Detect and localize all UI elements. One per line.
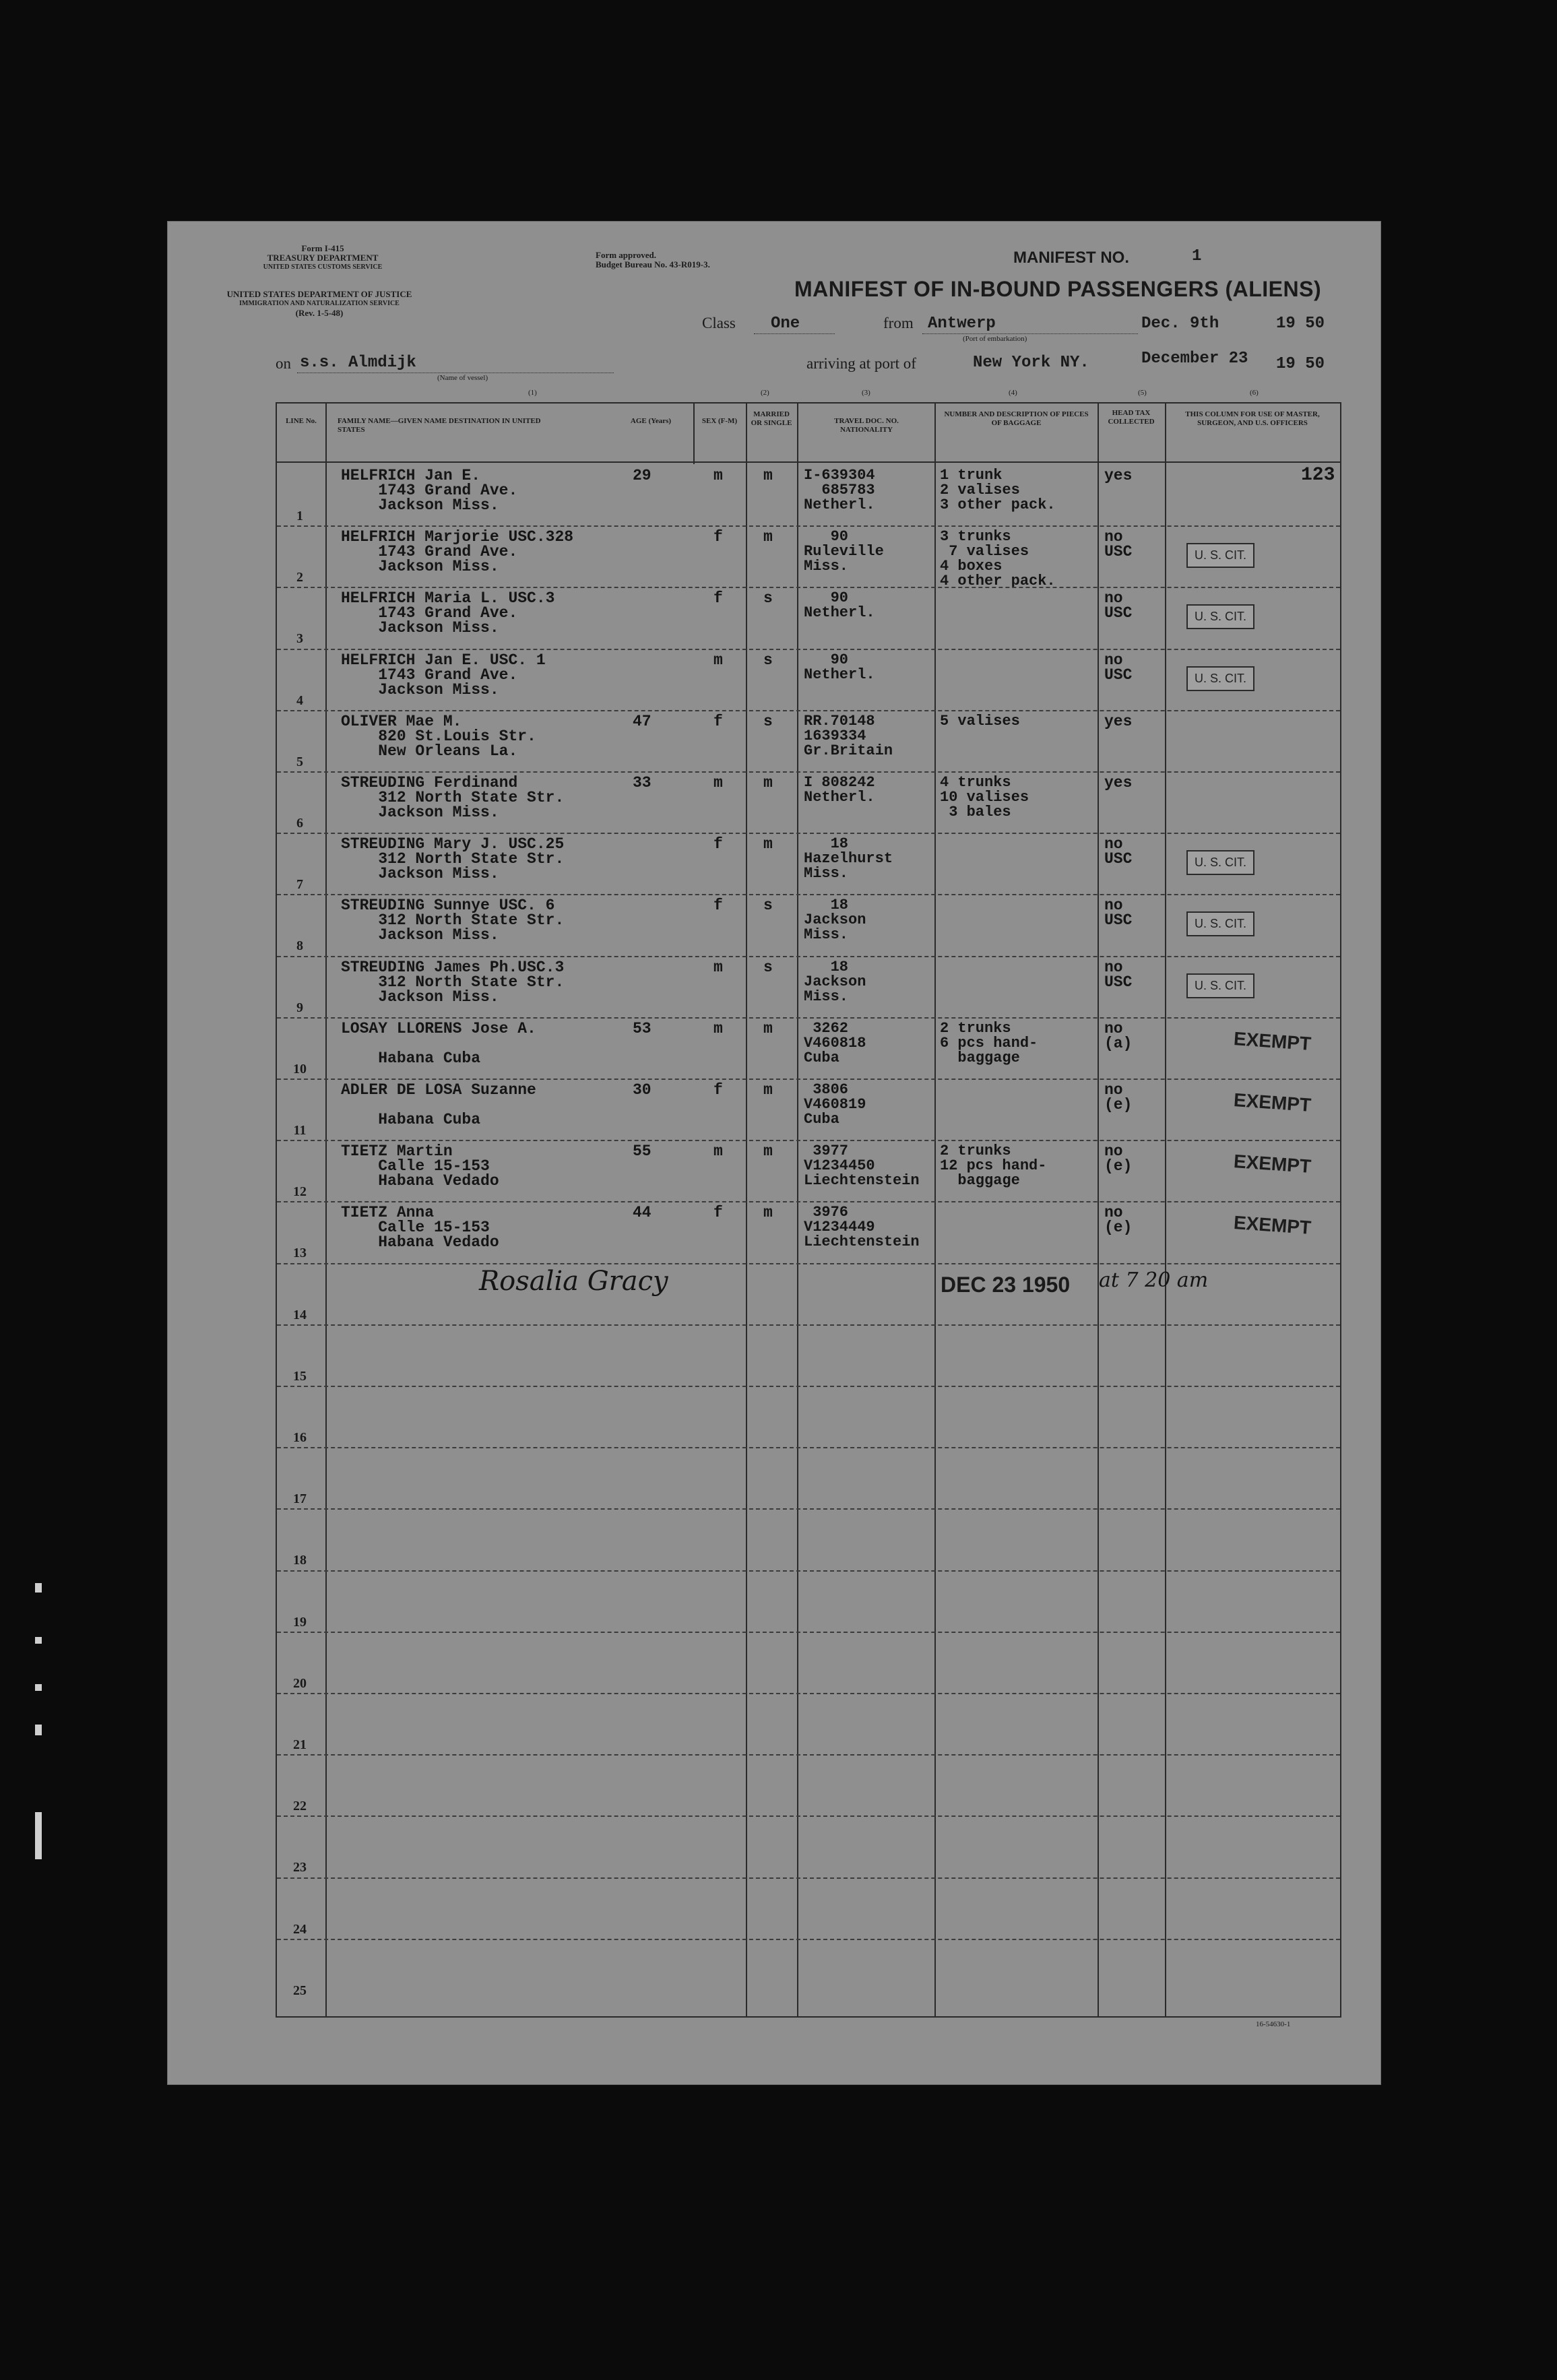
head-tax: no USC (1104, 897, 1133, 930)
passenger-table (276, 402, 1341, 2018)
line-number: 14 (293, 1307, 307, 1322)
us-citizen-stamp: U. S. CIT. (1186, 911, 1254, 936)
marital-status: s (763, 897, 773, 915)
arriving-label: arriving at port of (806, 355, 916, 372)
form-approved: Form approved. (596, 250, 657, 260)
passenger-sex: f (713, 1204, 723, 1222)
line-number: 20 (293, 1675, 307, 1691)
travel-doc-nationality: RR.70148 1639334 Gr.Britain (804, 712, 893, 759)
line-number: 18 (293, 1553, 307, 1568)
travel-doc-nationality: 3262 V460818 Cuba (804, 1019, 866, 1066)
travel-doc-nationality: 3976 V1234449 Liechtenstein (804, 1204, 920, 1251)
form-print-code: 16-54630-1 (1256, 2020, 1291, 2028)
justice-dept: UNITED STATES DEPARTMENT OF JUSTICE (226, 289, 412, 299)
col-header-head-tax: HEAD TAX COLLECTED (1108, 409, 1155, 426)
head-tax: no USC (1104, 589, 1133, 622)
line-number: 15 (293, 1368, 307, 1384)
passenger-age: 33 (633, 774, 652, 792)
passenger-sex: m (713, 1019, 723, 1037)
col-header-sex: SEX (F-M) (701, 417, 738, 425)
line-number: 17 (293, 1491, 307, 1507)
passenger-name-destination: OLIVER Mae M. 820 St.Louis Str. New Orleans La. (341, 712, 536, 760)
baggage-description: 2 trunks 6 pcs hand- baggage (940, 1019, 1038, 1066)
arrival-date-stamp: DEC 23 1950 (941, 1273, 1071, 1297)
line-number: 2 (296, 570, 303, 585)
col-num-1: (1) (528, 389, 537, 397)
baggage-description: 5 valises (940, 712, 1020, 730)
vessel-name: s.s. Almdijk (300, 354, 416, 372)
line-number: 8 (296, 938, 303, 954)
head-tax: no (a) (1104, 1019, 1133, 1052)
col-header-age: AGE (Years) (630, 417, 672, 425)
line-number: 19 (293, 1614, 307, 1630)
line-number: 11 (293, 1123, 307, 1138)
passenger-age: 47 (633, 712, 652, 730)
manifest-page (167, 221, 1381, 2085)
film-edge-mark (35, 1684, 42, 1691)
departure-year: 19 50 (1276, 315, 1325, 333)
arrival-port: New York NY. (973, 354, 1089, 372)
col-header-baggage: NUMBER AND DESCRIPTION OF PIECES OF BAGGAGE (944, 410, 1089, 427)
line-number: 1 (296, 509, 303, 523)
film-edge-mark (35, 1725, 42, 1735)
marital-status: m (763, 774, 773, 792)
travel-doc-nationality: 3977 V1234450 Liechtenstein (804, 1143, 920, 1190)
head-tax: no (e) (1104, 1204, 1133, 1237)
travel-doc-nationality: 18 Hazelhurst Miss. (804, 835, 893, 882)
film-edge-mark (35, 1637, 42, 1644)
passenger-age: 53 (633, 1019, 652, 1037)
passenger-sex: m (713, 651, 723, 669)
passenger-name-destination: STREUDING Sunnye USC. 6 312 North State Str. Jackson Miss. (341, 897, 565, 944)
marital-status: s (763, 651, 773, 669)
travel-doc-nationality: 18 Jackson Miss. (804, 897, 866, 944)
head-tax: no (e) (1104, 1081, 1133, 1114)
us-citizen-stamp: U. S. CIT. (1186, 666, 1254, 691)
passenger-name-destination: STREUDING Ferdinand 312 North State Str. Jackson Miss. (341, 774, 565, 821)
passenger-age: 30 (633, 1081, 652, 1099)
passenger-name-destination: LOSAY LLORENS Jose A. Habana Cuba (341, 1019, 536, 1067)
line-number: 22 (293, 1799, 307, 1814)
on-label: on (276, 355, 291, 372)
line-number: 4 (296, 693, 303, 708)
manifest-no-label: MANIFEST NO. (1013, 249, 1129, 267)
treasury-dept: TREASURY DEPARTMENT (267, 253, 379, 263)
marital-status: m (763, 467, 773, 484)
departure-date: Dec. 9th (1141, 315, 1219, 333)
vessel-caption: (Name of vessel) (437, 374, 488, 382)
signature-time: at 7 20 am (1099, 1268, 1209, 1292)
form-revision: (Rev. 1-5-48) (295, 308, 344, 318)
travel-doc-nationality: 18 Jackson Miss. (804, 958, 866, 1005)
line-number: 5 (296, 754, 303, 769)
col-header-married: MARRIED OR SINGLE (751, 410, 792, 427)
passenger-sex: m (713, 774, 723, 792)
col-header-officers: THIS COLUMN FOR USE OF MASTER, SURGEON, AND U.S. OFFICERS (1185, 410, 1320, 427)
marital-status: m (763, 528, 773, 546)
passenger-name-destination: STREUDING James Ph.USC.3 312 North State Str. Jackson Miss. (341, 958, 565, 1006)
travel-doc-nationality: 90 Netherl. (804, 589, 875, 622)
marital-status: m (763, 1143, 773, 1161)
exempt-stamp: EXEMPT (1233, 1027, 1312, 1054)
passenger-name-destination: ADLER DE LOSA Suzanne Habana Cuba (341, 1081, 536, 1128)
passenger-name-destination: HELFRICH Jan E. USC. 1 1743 Grand Ave. Jackson Miss. (341, 651, 546, 699)
port-of-embarkation: Antwerp (928, 315, 996, 333)
head-tax: no USC (1104, 651, 1133, 684)
head-tax: no USC (1104, 528, 1133, 561)
line-number: 21 (293, 1737, 307, 1752)
line-number: 12 (293, 1184, 307, 1200)
col-header-travel-doc: TRAVEL DOC. NO. NATIONALITY (834, 417, 899, 434)
head-tax: yes (1104, 712, 1133, 730)
marital-status: s (763, 958, 773, 976)
line-number: 23 (293, 1860, 307, 1875)
line-number: 3 (296, 631, 303, 647)
port-embark-caption: (Port of embarkation) (963, 335, 1027, 343)
travel-doc-nationality: I-639304 685783 Netherl. (804, 467, 875, 513)
marital-status: m (763, 835, 773, 854)
form-number: Form I-415 (301, 243, 344, 253)
passenger-name-destination: HELFRICH Maria L. USC.3 1743 Grand Ave. Jackson Miss. (341, 589, 555, 637)
head-tax: yes (1104, 774, 1133, 792)
us-citizen-stamp: U. S. CIT. (1186, 850, 1254, 875)
head-tax: yes (1104, 467, 1133, 484)
head-tax: no USC (1104, 835, 1133, 868)
us-citizen-stamp: U. S. CIT. (1186, 604, 1254, 629)
baggage-description: 3 trunks 7 valises 4 boxes 4 other pack. (940, 528, 1056, 590)
exempt-stamp: EXEMPT (1233, 1089, 1312, 1116)
manifest-no: 1 (1192, 247, 1202, 265)
arrival-date: December 23 (1141, 350, 1248, 368)
exempt-stamp: EXEMPT (1233, 1212, 1312, 1239)
marital-status: s (763, 589, 773, 608)
film-edge-mark (35, 1812, 42, 1859)
travel-doc-nationality: 3806 V460819 Cuba (804, 1081, 866, 1128)
baggage-description: 2 trunks 12 pcs hand- baggage (940, 1143, 1047, 1190)
passenger-sex: f (713, 528, 723, 546)
col-num-2: (2) (761, 389, 769, 397)
col-num-3: (3) (862, 389, 870, 397)
line-number: 6 (296, 816, 303, 831)
line-number: 7 (296, 877, 303, 893)
col-header-line: LINE No. (286, 417, 317, 425)
passenger-age: 44 (633, 1204, 652, 1222)
travel-doc-nationality: I 808242 Netherl. (804, 774, 875, 806)
line-number: 9 (296, 1000, 303, 1015)
officer-notation: 123 (1301, 465, 1335, 486)
passenger-name-destination: TIETZ Anna Calle 15-153 Habana Vedado (341, 1204, 499, 1252)
col-header-name: FAMILY NAME—GIVEN NAME DESTINATION IN UNITED STATES (338, 417, 541, 434)
passenger-name-destination: HELFRICH Jan E. 1743 Grand Ave. Jackson Miss. (341, 467, 518, 514)
line-number: 13 (293, 1246, 307, 1261)
marital-status: m (763, 1019, 773, 1037)
passenger-sex: f (713, 712, 723, 730)
us-citizen-stamp: U. S. CIT. (1186, 543, 1254, 568)
class-label: Class (702, 315, 736, 331)
marital-status: m (763, 1204, 773, 1222)
passenger-age: 55 (633, 1143, 652, 1161)
passenger-sex: f (713, 589, 723, 608)
head-tax: no (e) (1104, 1143, 1133, 1176)
passenger-sex: m (713, 958, 723, 976)
line-number: 16 (293, 1430, 307, 1445)
passenger-age: 29 (633, 467, 652, 484)
line-number: 24 (293, 1921, 307, 1937)
passenger-name-destination: STREUDING Mary J. USC.25 312 North State Str. Jackson Miss. (341, 835, 565, 883)
manifest-title: MANIFEST OF IN-BOUND PASSENGERS (ALIENS) (794, 277, 1322, 301)
class-value: One (771, 315, 800, 333)
travel-doc-nationality: 90 Netherl. (804, 651, 875, 683)
col-num-4: (4) (1009, 389, 1017, 397)
line-number: 10 (293, 1061, 307, 1076)
col-num-6: (6) (1250, 389, 1259, 397)
from-label: from (883, 315, 914, 331)
passenger-sex: m (713, 1143, 723, 1161)
customs-service: UNITED STATES CUSTOMS SERVICE (263, 263, 383, 271)
passenger-name-destination: HELFRICH Marjorie USC.328 1743 Grand Ave. Jackson Miss. (341, 528, 574, 576)
passenger-sex: f (713, 835, 723, 854)
officer-signature: Rosalia Gracy (479, 1266, 668, 1297)
us-citizen-stamp: U. S. CIT. (1186, 973, 1254, 998)
arrival-year: 19 50 (1276, 355, 1325, 373)
passenger-sex: f (713, 1081, 723, 1099)
travel-doc-nationality: 90 Ruleville Miss. (804, 528, 884, 575)
film-edge-mark (35, 1583, 42, 1593)
exempt-stamp: EXEMPT (1233, 1151, 1312, 1178)
marital-status: s (763, 712, 773, 730)
head-tax: no USC (1104, 958, 1133, 991)
passenger-sex: m (713, 467, 723, 484)
marital-status: m (763, 1081, 773, 1099)
col-num-5: (5) (1138, 389, 1147, 397)
budget-bureau: Budget Bureau No. 43-R019-3. (596, 259, 710, 269)
baggage-description: 1 trunk 2 valises 3 other pack. (940, 467, 1056, 513)
baggage-description: 4 trunks 10 valises 3 bales (940, 774, 1029, 821)
ins-service: IMMIGRATION AND NATURALIZATION SERVICE (239, 300, 400, 307)
passenger-sex: f (713, 897, 723, 915)
line-number: 25 (293, 1983, 307, 1998)
passenger-name-destination: TIETZ Martin Calle 15-153 Habana Vedado (341, 1143, 499, 1190)
